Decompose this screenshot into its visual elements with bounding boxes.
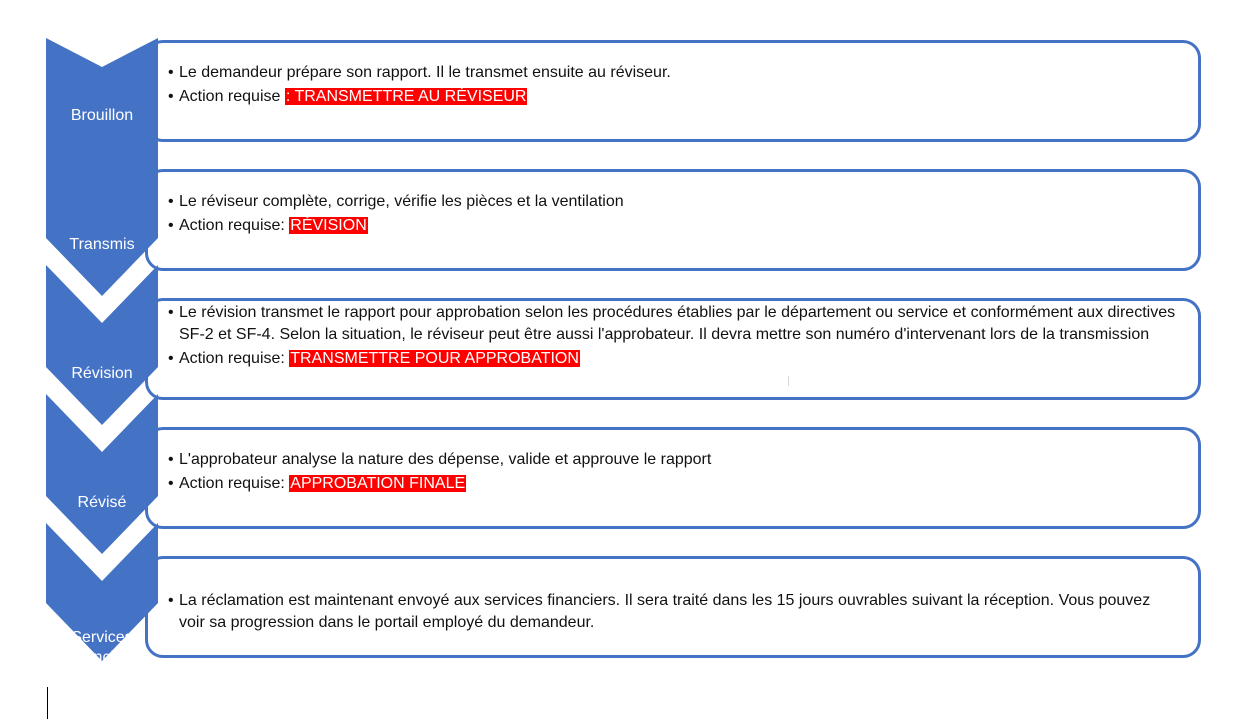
stage-label: Services financiers — [67, 629, 137, 666]
description-bullet — [168, 62, 1180, 84]
action-required-value: TRANSMETTRE POUR APPROBATION — [290, 350, 579, 367]
stage-bullet-list — [168, 302, 1180, 372]
stage-bullet-list — [168, 191, 1180, 239]
bullet-dot-icon: • — [168, 350, 174, 367]
bullet-dot-icon: • — [168, 193, 174, 210]
stage-1 — [0, 38, 1238, 142]
stage-2 — [0, 167, 1238, 271]
stage-description: Le demandeur prépare son rapport. Il le transmet ensuite au réviseur. — [179, 64, 671, 81]
stage-description: Le réviseur complète, corrige, vérifie les pièces et la ventilation — [179, 193, 624, 210]
faint-tick-mark — [788, 376, 789, 386]
stage-label: Brouillon — [70, 107, 134, 124]
stage-description: La réclamation est maintenant envoyé aux services financiers. Il sera traité dans les 15 jours ouvrables suivant la réception. Vous pouvez voir sa progression dans le portail employé du demandeur. — [179, 592, 1151, 631]
action-required-value: RÉVISION — [290, 217, 367, 234]
action-bullet — [168, 473, 1180, 495]
stage-label: Révision — [71, 365, 133, 382]
description-bullet — [168, 590, 1180, 634]
action-prefix: Action requise: — [179, 350, 290, 367]
description-bullet — [168, 449, 1180, 471]
action-prefix: Action requise: — [179, 475, 290, 492]
stage-3 — [0, 296, 1238, 400]
text-cursor — [47, 687, 48, 719]
bullet-dot-icon: • — [168, 475, 174, 492]
stage-5 — [0, 554, 1238, 666]
bullet-dot-icon: • — [168, 304, 174, 321]
stage-description: Le révision transmet le rapport pour approbation selon les procédures établies par le département ou service et conformément aux directives SF-2 et SF-4. Selon la situation, le réviseur peut être aussi l'approbateur. Il devra mettre son numéro d'intervenant lors de la transmission — [179, 304, 1176, 343]
description-bullet — [168, 191, 1180, 213]
stage-bullet-list — [168, 449, 1180, 497]
stage-4 — [0, 425, 1238, 529]
bullet-dot-icon: • — [168, 451, 174, 468]
stage-label: Révisé — [77, 494, 127, 511]
bullet-dot-icon: • — [168, 217, 174, 234]
bullet-dot-icon: • — [168, 592, 174, 609]
action-required-value: APPROBATION FINALE — [290, 475, 466, 492]
stage-label: Transmis — [69, 236, 135, 253]
action-prefix: Action requise — [179, 88, 285, 105]
stage-bullet-list — [168, 590, 1180, 636]
action-bullet — [168, 86, 1180, 108]
action-bullet — [168, 348, 1180, 370]
action-required-value: : TRANSMETTRE AU RÉVISEUR — [285, 88, 527, 105]
bullet-dot-icon: • — [168, 64, 174, 81]
bullet-dot-icon: • — [168, 88, 174, 105]
description-bullet — [168, 302, 1180, 346]
action-prefix: Action requise: — [179, 217, 290, 234]
action-bullet — [168, 215, 1180, 237]
stage-bullet-list — [168, 62, 1180, 110]
stage-description: L'approbateur analyse la nature des dépense, valide et approuve le rapport — [179, 451, 712, 468]
